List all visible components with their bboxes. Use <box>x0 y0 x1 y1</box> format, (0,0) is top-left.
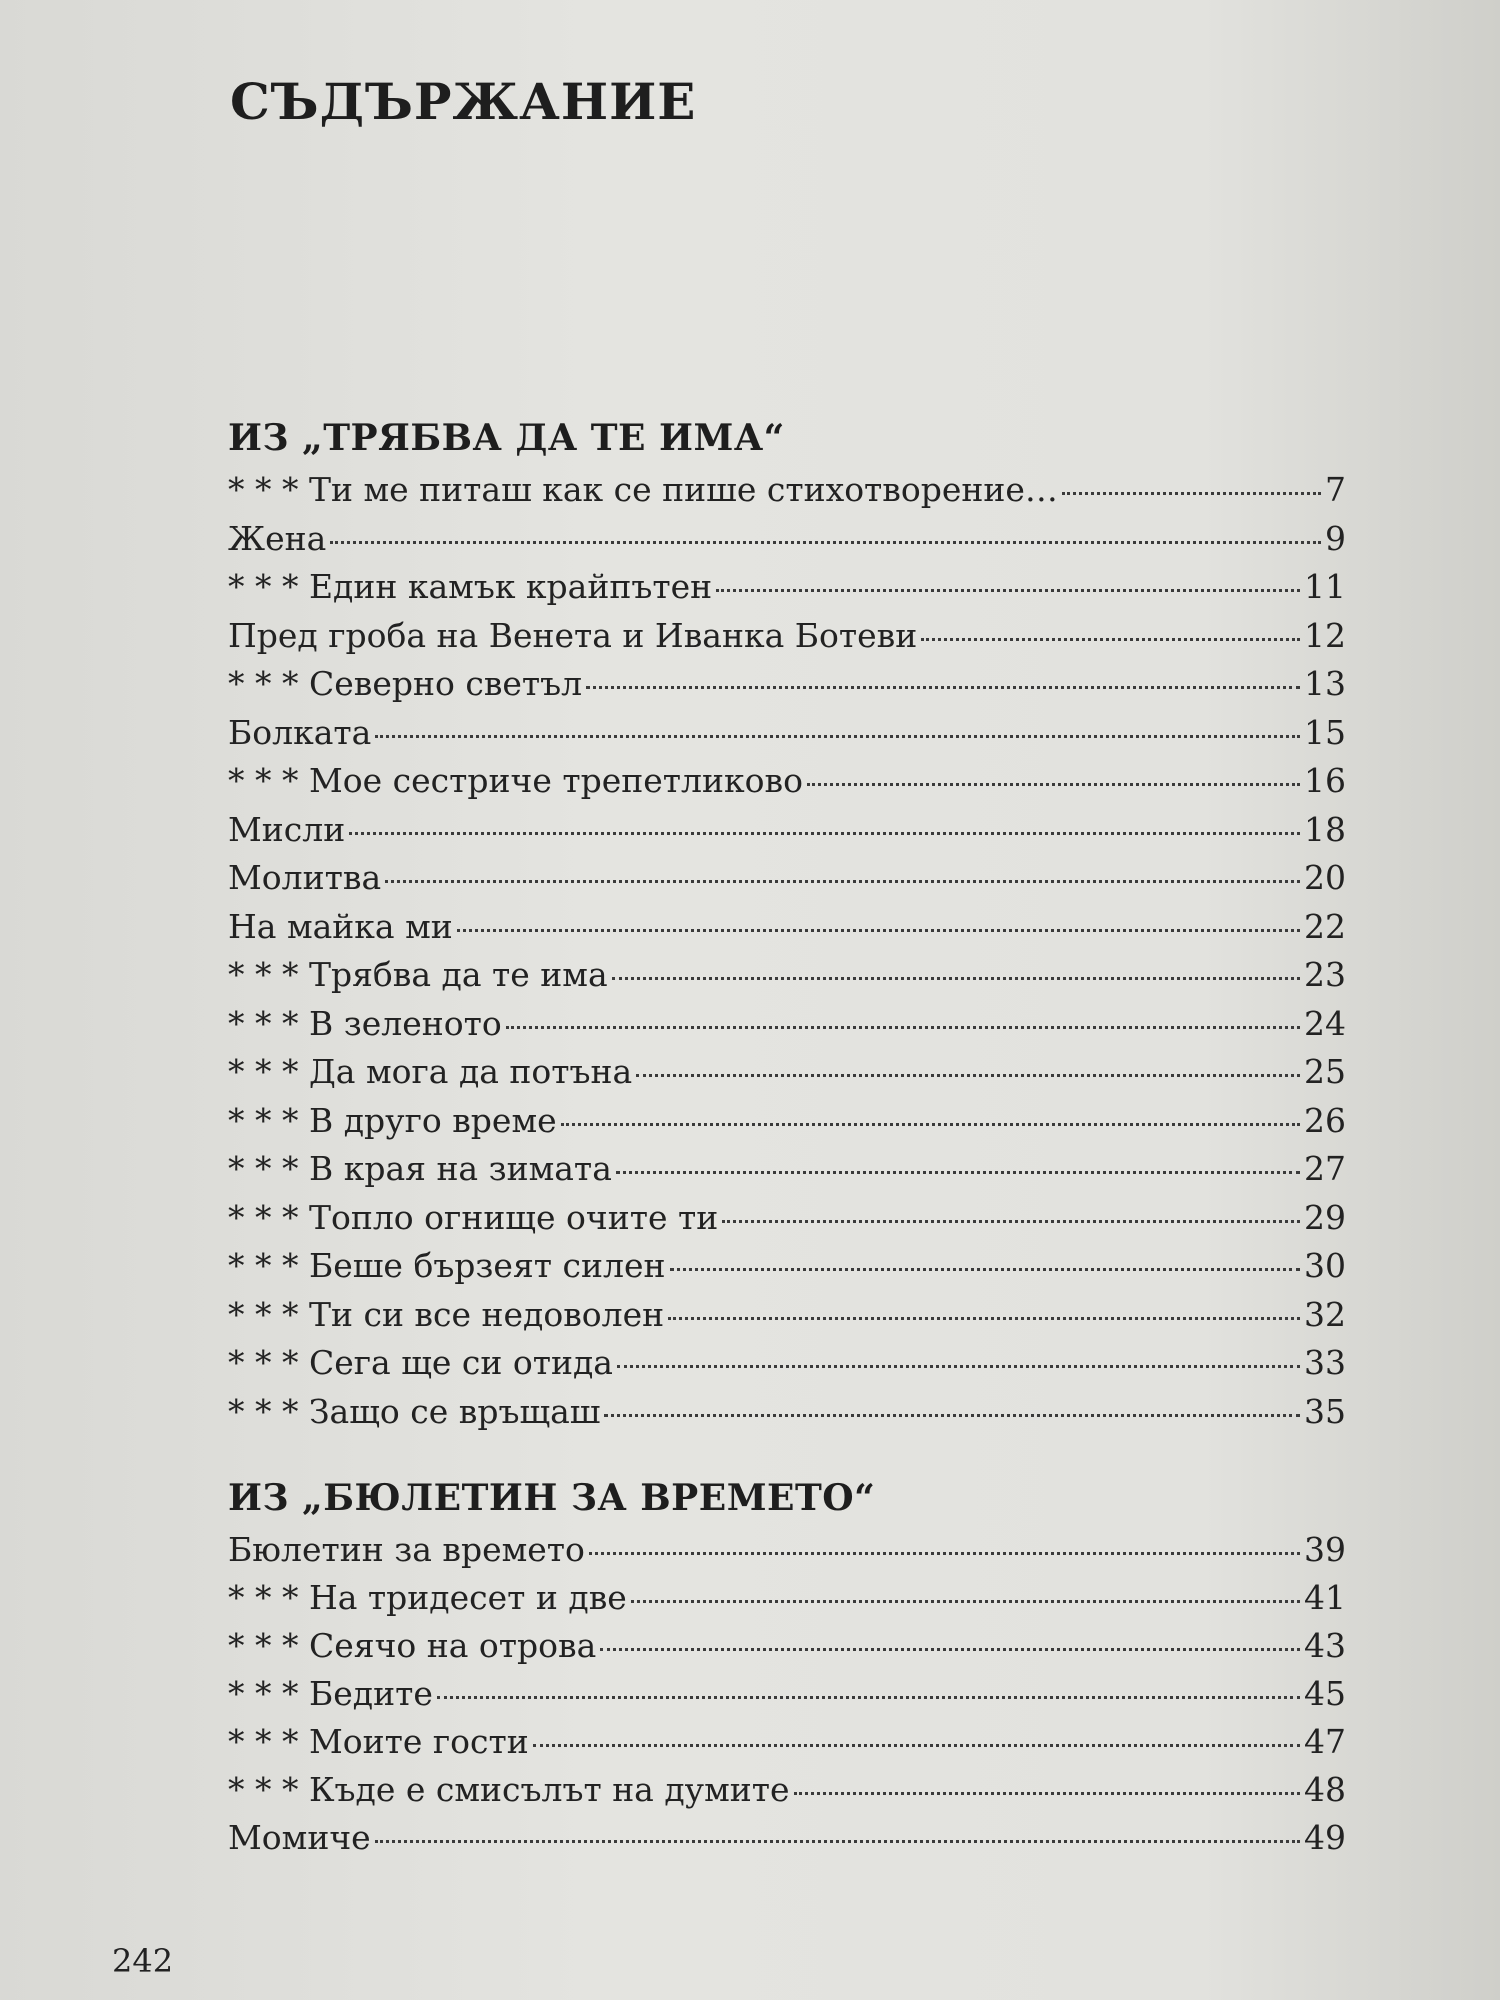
toc-leader-dots <box>506 1026 1300 1029</box>
toc-item-page: 47 <box>1304 1722 1346 1761</box>
toc-item-page: 33 <box>1304 1343 1346 1382</box>
toc-item <box>228 612 1346 661</box>
toc-item-title: * * * Топло огнище очите ти <box>228 1197 719 1237</box>
toc-leader-dots <box>561 1123 1300 1126</box>
toc-leader-dots <box>612 977 1300 980</box>
toc-leader-dots <box>616 1171 1300 1174</box>
toc-item <box>228 1242 1346 1291</box>
toc-section <box>228 1470 1346 1862</box>
toc-item-page: 9 <box>1325 518 1346 558</box>
toc-item-title: Бюлетин за времето <box>228 1530 585 1569</box>
toc-item-title: * * * Бедите <box>228 1674 433 1713</box>
toc-item <box>228 1526 1346 1574</box>
toc-leader-dots <box>794 1792 1300 1795</box>
toc-leader-dots <box>670 1268 1301 1271</box>
toc-leader-dots <box>636 1074 1300 1077</box>
toc-item-page: 26 <box>1304 1100 1346 1140</box>
toc-leader-dots <box>921 638 1300 641</box>
toc-list <box>228 466 1346 1436</box>
toc-item-title: * * * В друго време <box>228 1100 557 1140</box>
toc-leader-dots <box>589 1552 1300 1555</box>
section-heading: ИЗ „БЮЛЕТИН ЗА ВРЕМЕТО“ <box>228 1477 876 1519</box>
toc-item-page: 49 <box>1304 1818 1346 1857</box>
toc-item-title: * * * Къде е смисълът на думите <box>228 1770 790 1809</box>
toc-item <box>228 1291 1346 1340</box>
toc-item-title: * * * На тридесет и две <box>228 1578 627 1617</box>
toc-item-title: Пред гроба на Венета и Иванка Ботеви <box>228 615 918 655</box>
toc-item-page: 35 <box>1304 1391 1346 1431</box>
toc-item-title: * * * В края на зимата <box>228 1149 612 1188</box>
toc-leader-dots <box>722 1220 1300 1223</box>
toc-item-title: * * * Сега ще си отида <box>228 1343 613 1382</box>
toc-item-title: * * * Защо се връщаш <box>228 1391 601 1431</box>
toc-item <box>228 1000 1346 1049</box>
toc-item-page: 24 <box>1304 1003 1346 1043</box>
toc-item <box>228 1574 1346 1622</box>
toc-section <box>228 410 1346 1436</box>
toc-leader-dots <box>437 1696 1300 1699</box>
toc-item-title: * * * Да мога да потъна <box>228 1052 633 1091</box>
toc-item <box>228 757 1346 806</box>
toc-leader-dots <box>617 1365 1300 1368</box>
toc-leader-dots <box>600 1648 1300 1651</box>
toc-leader-dots <box>586 686 1300 689</box>
toc-item <box>228 1388 1346 1437</box>
toc-item-title: * * * Моите гости <box>228 1722 529 1761</box>
toc-item-page: 23 <box>1304 955 1346 994</box>
page-number: 242 <box>112 1942 174 1980</box>
toc-item <box>228 806 1346 855</box>
toc-item-title: * * * Мое сестриче трепетликово <box>228 761 803 800</box>
toc-item-page: 16 <box>1304 761 1346 800</box>
toc-item-title: * * * Ти ме питаш как се пише стихотворение… <box>228 470 1058 509</box>
section-heading: ИЗ „ТРЯБВА ДА ТЕ ИМА“ <box>228 417 785 459</box>
toc-item <box>228 1339 1346 1388</box>
toc-item <box>228 1145 1346 1194</box>
toc-leader-dots <box>604 1414 1300 1417</box>
toc-leader-dots <box>716 589 1300 592</box>
toc-leader-dots <box>385 880 1300 883</box>
toc-item-page: 27 <box>1304 1149 1346 1188</box>
toc-leader-dots <box>375 735 1300 738</box>
toc-item-title: * * * В зеленото <box>228 1003 502 1043</box>
toc-item <box>228 1194 1346 1243</box>
toc-item-page: 15 <box>1304 712 1346 752</box>
toc-leader-dots <box>457 929 1300 932</box>
toc-item <box>228 1670 1346 1718</box>
toc-item <box>228 515 1346 564</box>
toc-item-title: Момиче <box>228 1818 371 1857</box>
toc-item-title: * * * Северно светъл <box>228 664 583 703</box>
toc-leader-dots <box>1062 492 1321 495</box>
toc-item-page: 32 <box>1304 1294 1346 1334</box>
toc-leader-dots <box>375 1840 1300 1843</box>
toc-item-page: 45 <box>1304 1674 1346 1713</box>
toc-leader-dots <box>533 1744 1300 1747</box>
toc-item-title: Жена <box>228 518 327 558</box>
toc-item-title: * * * Ти си все недоволен <box>228 1294 665 1334</box>
toc-item-page: 41 <box>1304 1578 1346 1617</box>
toc-item-page: 30 <box>1304 1246 1346 1285</box>
page-title: СЪДЪРЖАНИЕ <box>230 72 697 131</box>
toc-item <box>228 951 1346 1000</box>
toc-item-title: * * * Сеячо на отрова <box>228 1626 597 1665</box>
toc-item-page: 43 <box>1304 1626 1346 1665</box>
toc-item-page: 48 <box>1304 1770 1346 1809</box>
toc-item-title: Мисли <box>228 809 346 849</box>
toc-leader-dots <box>668 1317 1300 1320</box>
toc-leader-dots <box>330 541 1321 544</box>
toc-item <box>228 709 1346 758</box>
toc-item-page: 25 <box>1304 1052 1346 1091</box>
toc-item-title: Болката <box>228 712 372 752</box>
toc-leader-dots <box>349 832 1300 835</box>
toc-item <box>228 903 1346 952</box>
toc-item-page: 7 <box>1325 470 1346 509</box>
toc-item <box>228 563 1346 612</box>
toc-item <box>228 1814 1346 1862</box>
toc-item-page: 22 <box>1304 906 1346 946</box>
toc-item-title: На майка ми <box>228 906 453 946</box>
toc-item-title: Молитва <box>228 858 382 897</box>
toc-leader-dots <box>807 783 1300 786</box>
toc-item <box>228 854 1346 903</box>
toc-item-title: * * * Трябва да те има <box>228 955 608 994</box>
toc-item <box>228 660 1346 709</box>
toc-item-page: 13 <box>1304 664 1346 703</box>
toc-item-title: * * * Беше бързеят силен <box>228 1246 666 1285</box>
toc-item-page: 39 <box>1304 1530 1346 1569</box>
toc-item-title: * * * Един камък крайпътен <box>228 567 713 606</box>
toc-item-page: 11 <box>1304 567 1346 606</box>
toc-item <box>228 1766 1346 1814</box>
toc-item <box>228 1048 1346 1097</box>
toc-item <box>228 466 1346 515</box>
toc-item-page: 12 <box>1304 615 1346 655</box>
toc-item-page: 20 <box>1304 858 1346 897</box>
toc-item <box>228 1622 1346 1670</box>
toc-leader-dots <box>631 1600 1300 1603</box>
toc-list <box>228 1526 1346 1862</box>
toc-item-page: 18 <box>1304 809 1346 849</box>
toc-item-page: 29 <box>1304 1197 1346 1237</box>
toc-item <box>228 1718 1346 1766</box>
toc-item <box>228 1097 1346 1146</box>
